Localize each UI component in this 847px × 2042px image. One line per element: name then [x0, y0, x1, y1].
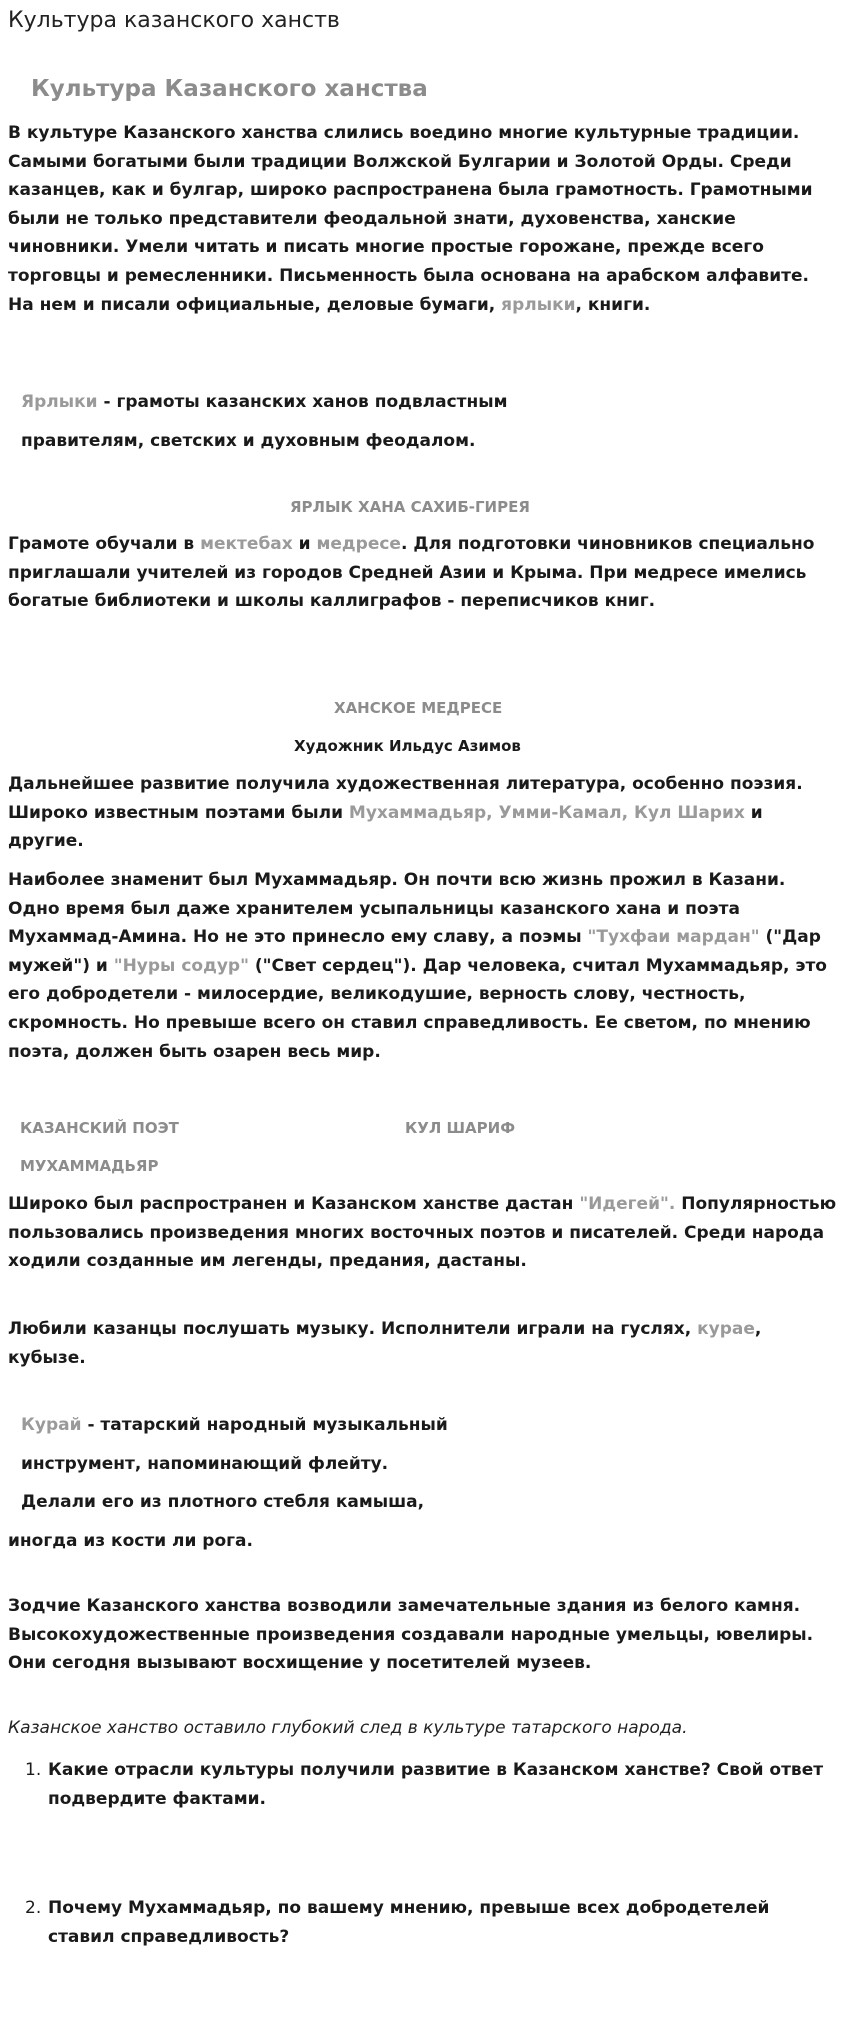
yarlyk-definition-line-2: правителям, светских и духовным феодалом.: [21, 431, 476, 451]
yarlyk-definition-line-1: Ярлыки - грамоты казанских ханов подвластным: [21, 392, 508, 412]
section-heading: Культура Казанского ханства: [31, 76, 428, 102]
question-text: Какие отрасли культуры получили развитие в Казанском ханстве? Свой ответ подвердите фактами.: [48, 1760, 824, 1809]
question-number: 2.: [25, 1898, 42, 1918]
paragraph-literature: Дальнейшее развитие получила художественная литература, особенно поэзия. Широко известным поэтами были Мухаммадьяр, Умми-Камал, Кул Шарих и другие.: [8, 774, 803, 852]
link-yarlyki-term[interactable]: Ярлыки: [21, 392, 98, 412]
caption-yarlyk: ЯРЛЫК ХАНА САХИБ-ГИРЕЯ: [290, 498, 530, 516]
paragraph-architecture: Зодчие Казанского ханства возводили замечательные здания из белого камня. Высокохудожественные произведения создавали народные умельцы, ювелиры. Они сегодня вызывают восхищение у посетителей музеев.: [8, 1596, 814, 1674]
paragraph-text: В культуре Казанского ханства слились воедино многие культурные традиции. Самыми богатыми были традиции Волжской Булгарии и Золотой Орды. Среди казанцев, как и булгар, широко распространена была грамотность. Грамотными были не только представители феодальной знати, духовенства, ханские чиновники. Умели читать и писать многие простые горожане, прежде всего торговцы и ремесленники. Письменность была основана на арабском алфавите. На нем и писали официальные, деловые бумаги,: [8, 123, 813, 315]
document-title: Культура казанского ханств: [8, 8, 340, 33]
caption-mukhammadyar: МУХАММАДЬЯР: [20, 1157, 159, 1175]
link-kurai-term[interactable]: Курай: [21, 1415, 82, 1435]
paragraph-mukhammadyar: Наиболее знаменит был Мухаммадьяр. Он почти всю жизнь прожил в Казани. Одно время был даже хранителем усыпальницы казанского хана и поэта Мухаммад-Амина. Но не это принесло ему славу, а поэмы "Тухфаи мардан" ("Дар мужей") и "Нуры содур" ("Свет сердец"). Дар человека, считал Мухаммадьяр, это его добродетели - милосердие, великодушие, верность слову, честность, скромность. Но превыше всего он ставил справедливость. Ее светом, по мнению поэта, должен быть озарен весь мир.: [8, 870, 827, 1062]
link-yarlyki[interactable]: ярлыки: [501, 294, 576, 315]
paragraph-literacy: [8, 119, 838, 319]
caption-artist: Художник Ильдус Азимов: [294, 737, 521, 755]
kurai-definition-line-3: Делали его из плотного стебля камыша,: [21, 1492, 425, 1512]
kurai-definition-line-4: иногда из кости ли рога.: [8, 1531, 253, 1551]
paragraph-text: , книги.: [575, 294, 651, 315]
italic-conclusion: Казанское ханство оставило глубокий след в культуре татарского народа.: [8, 1718, 688, 1738]
caption-medrese: ХАНСКОЕ МЕДРЕСЕ: [334, 699, 503, 717]
paragraph-schools: Грамоте обучали в мектебах и медресе. Для подготовки чиновников специально приглашали учителей из городов Средней Азии и Крыма. При медресе имелись богатые библиотеки и школы каллиграфов - переписчиков книг.: [8, 534, 815, 612]
caption-kazan-poet: КАЗАНСКИЙ ПОЭТ: [20, 1119, 179, 1137]
link-tukhfai-mardan[interactable]: "Тухфаи мардан": [587, 927, 760, 948]
link-nury-sodur[interactable]: "Нуры содур": [113, 955, 249, 976]
link-idegei[interactable]: "Идегей".: [579, 1194, 676, 1214]
question-number: 1.: [25, 1760, 42, 1780]
link-medrese[interactable]: медресе: [316, 534, 401, 554]
paragraph-music: Любили казанцы послушать музыку. Исполнители играли на гуслях, курае, кубызе.: [8, 1319, 762, 1368]
paragraph-dastan: Широко был распространен и Казанском ханстве дастан "Идегей". Популярностью пользовались произведения многих восточных поэтов и писателей. Среди народа ходили созданные им легенды, предания, дастаны.: [8, 1194, 837, 1272]
kurai-definition-line-1: Курай - татарский народный музыкальный: [21, 1415, 448, 1435]
link-poets[interactable]: Мухаммадьяр, Умми-Камал, Кул Шарих: [348, 802, 745, 823]
kurai-definition-line-2: инструмент, напоминающий флейту.: [21, 1454, 389, 1474]
caption-kul-sharif: КУЛ ШАРИФ: [405, 1119, 516, 1137]
link-kurai[interactable]: курае: [697, 1319, 755, 1339]
question-text: Почему Мухаммадьяр, по вашему мнению, превыше всех добродетелей ставил справедливость?: [48, 1898, 770, 1947]
link-mektebah[interactable]: мектебах: [200, 534, 293, 554]
